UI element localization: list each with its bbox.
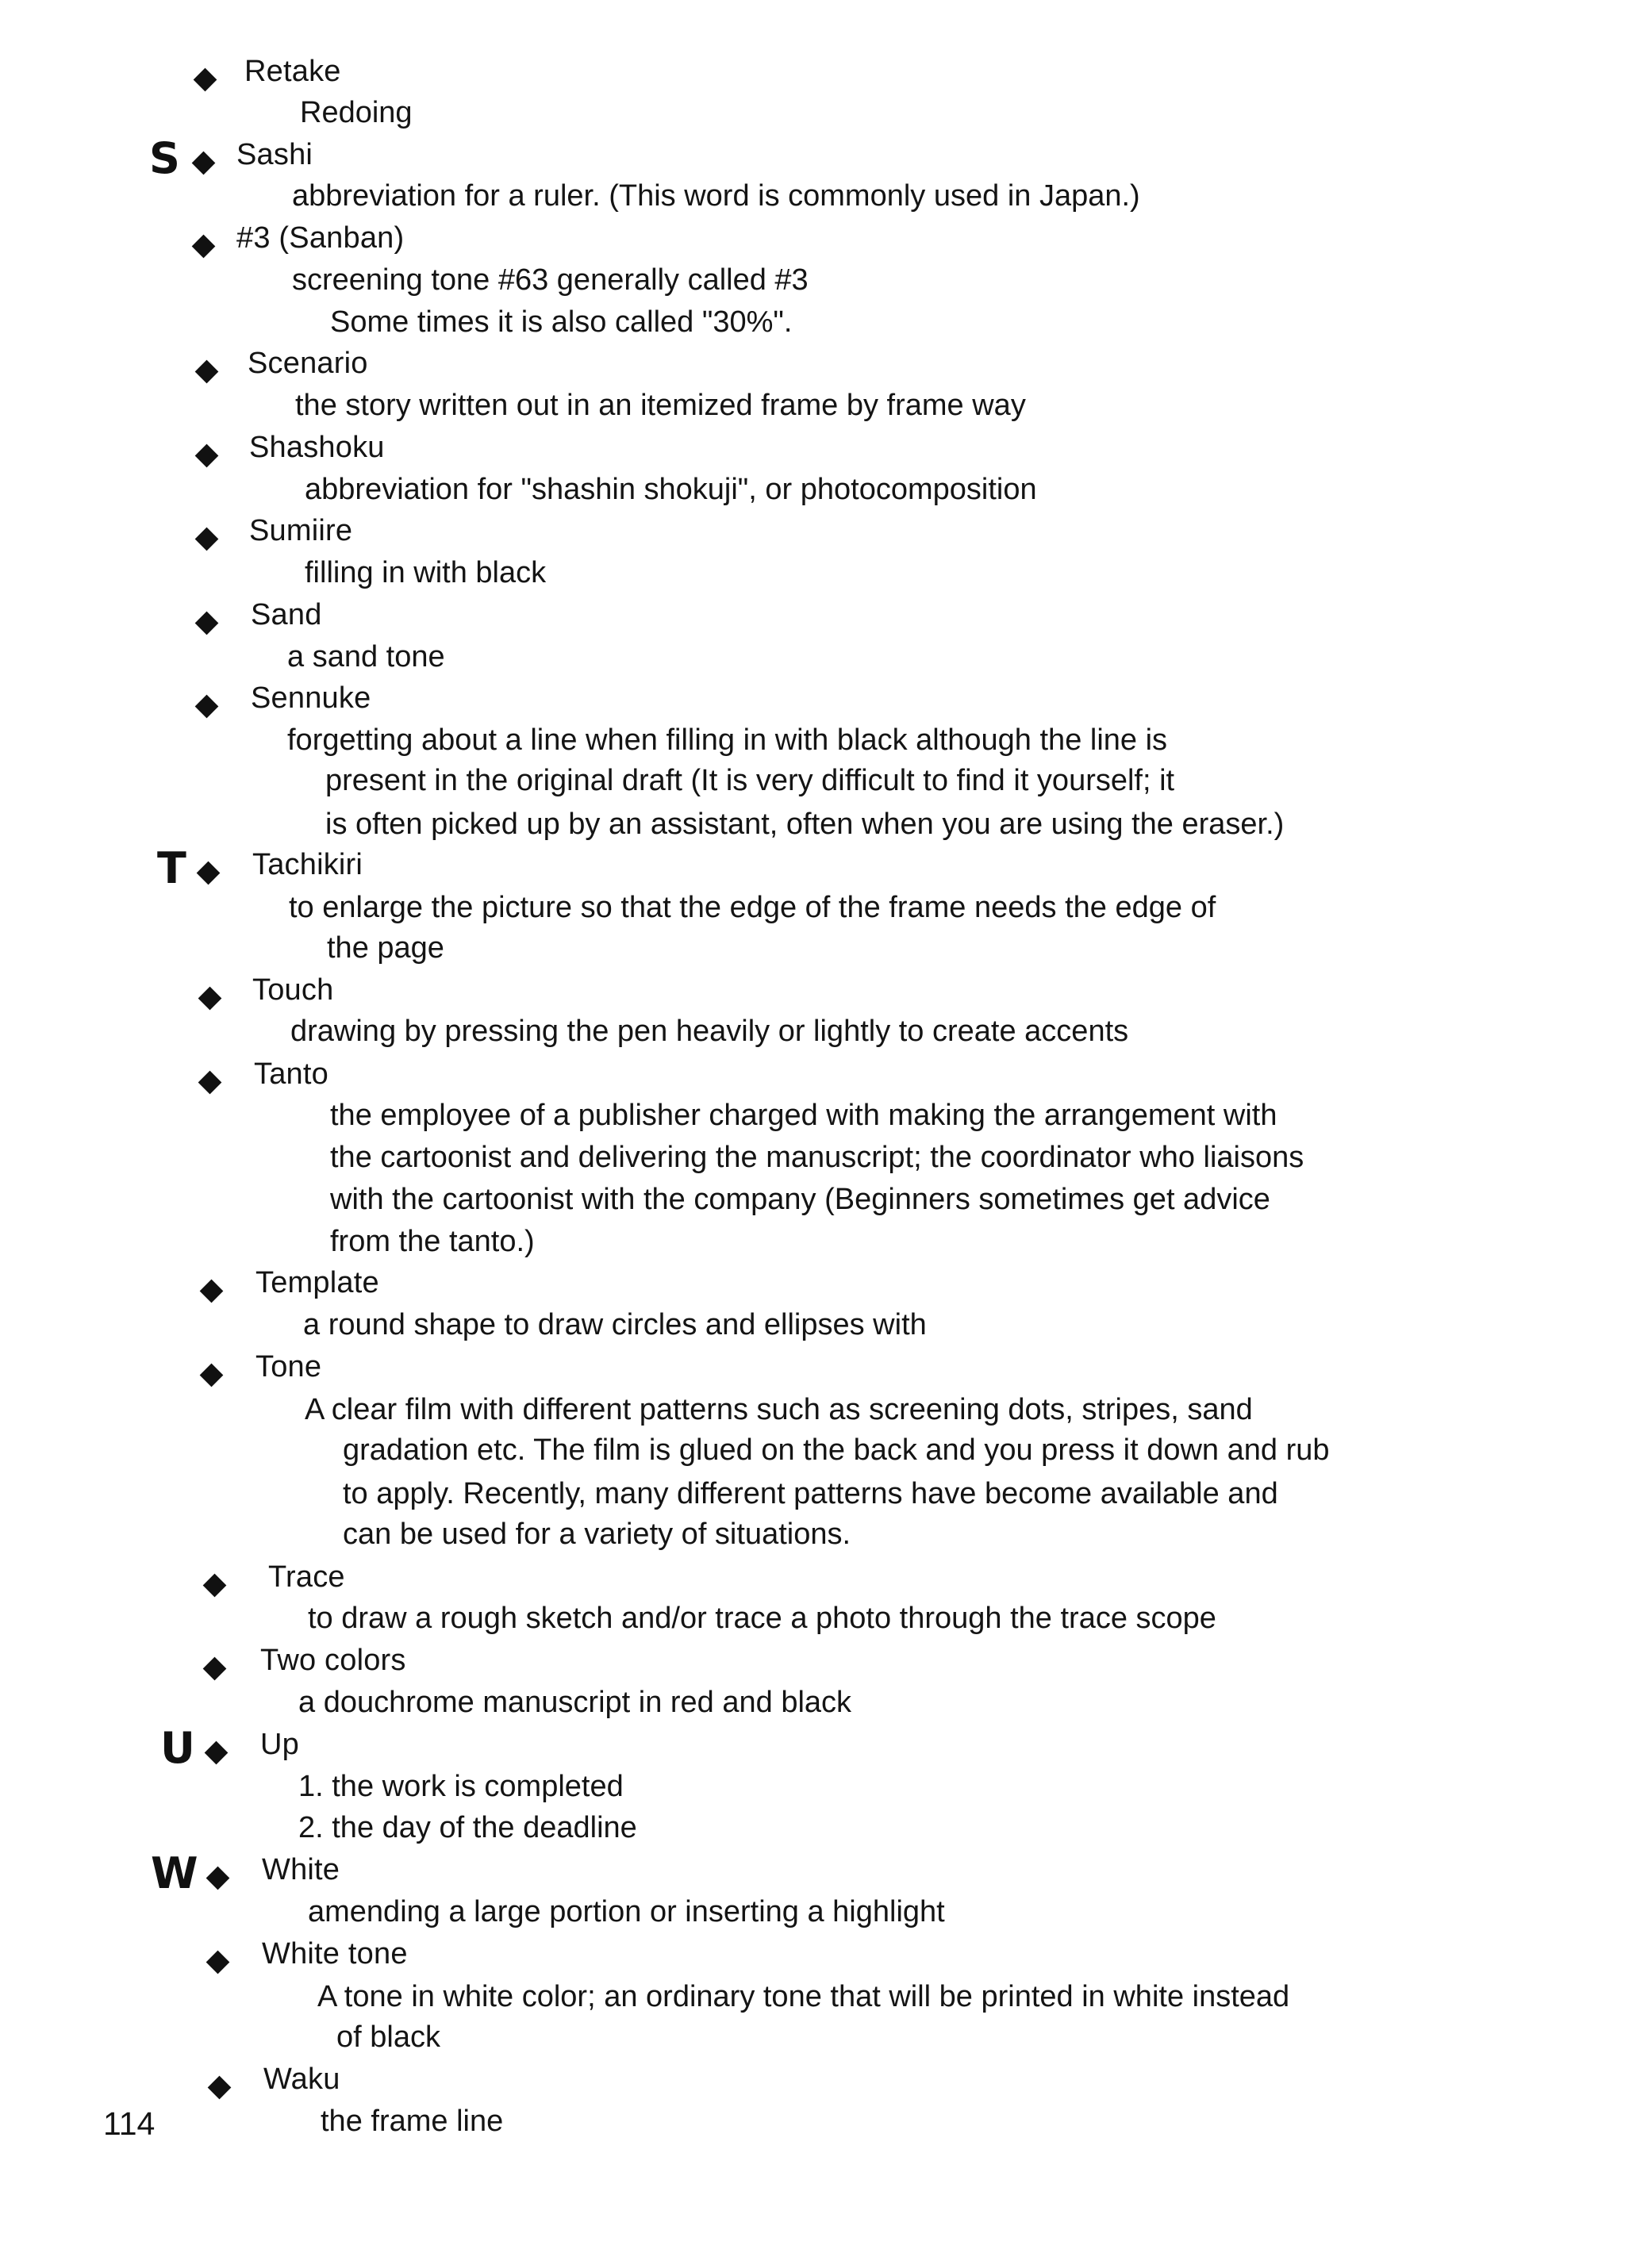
diamond-bullet-icon	[197, 862, 221, 885]
definition-text: amending a large portion or inserting a highlight	[308, 1895, 945, 1928]
definition-text: a douchrome manuscript in red and black	[298, 1686, 852, 1719]
diamond-bullet-icon	[192, 235, 216, 259]
definition-text: A clear film with different patterns such as screening dots, stripes, sand	[305, 1393, 1253, 1426]
definition-text: a round shape to draw circles and ellipses with	[303, 1308, 927, 1341]
definition-line	[0, 1895, 1625, 1928]
definition-text: the page	[327, 931, 444, 965]
definition-line	[0, 723, 1625, 757]
page-number: 114	[103, 2105, 156, 2142]
definition-text: 1. the work is completed	[298, 1770, 624, 1803]
definition-line	[0, 931, 1625, 965]
diamond-bullet-icon	[192, 152, 216, 175]
term: Touch	[252, 973, 334, 1007]
definition-text: Some times it is also called "30%".	[330, 305, 793, 339]
definition-line	[0, 1225, 1625, 1258]
definition-text: is often picked up by an assistant, often when you are using the eraser.)	[325, 808, 1285, 841]
term: Tachikiri	[252, 848, 363, 881]
definition-line	[0, 1770, 1625, 1803]
term: Two colors	[260, 1644, 406, 1677]
diamond-bullet-icon	[206, 1867, 230, 1890]
definition-text: a sand tone	[287, 640, 445, 673]
section-letter-s: S	[149, 133, 180, 183]
glossary-entry-touch	[0, 973, 1625, 1007]
definition-line	[0, 179, 1625, 213]
diamond-bullet-icon	[200, 1364, 224, 1387]
definition-line	[0, 556, 1625, 589]
definition-line	[0, 1308, 1625, 1341]
glossary-entry-up	[0, 1723, 1625, 1773]
definition-text: to enlarge the picture so that the edge of the frame needs the edge of	[289, 891, 1216, 924]
diamond-bullet-icon	[195, 528, 219, 551]
term: Waku	[263, 2063, 340, 2096]
section-letter-w: W	[151, 1848, 198, 1898]
definition-text: gradation etc. The film is glued on the back and you press it down and rub	[343, 1433, 1330, 1467]
definition-line	[0, 764, 1625, 797]
diamond-bullet-icon	[195, 612, 219, 635]
glossary-entry-sashi	[0, 133, 1625, 183]
glossary-entry-tachikiri	[0, 843, 1625, 893]
term: Shashoku	[249, 431, 385, 464]
diamond-bullet-icon	[200, 1280, 224, 1303]
definition-text: abbreviation for "shashin shokuji", or photocomposition	[305, 473, 1037, 506]
term: Sennuke	[251, 681, 371, 715]
definition-line	[0, 1518, 1625, 1551]
glossary-entry-white-tone	[0, 1937, 1625, 1971]
definition-text: of black	[336, 2020, 440, 2054]
term: Template	[255, 1266, 379, 1299]
definition-text: from the tanto.)	[330, 1225, 535, 1258]
glossary-entry-white	[0, 1848, 1625, 1898]
section-letter-u: U	[160, 1723, 195, 1773]
definition-line	[0, 891, 1625, 924]
section-letter-t: T	[157, 843, 186, 893]
diamond-bullet-icon	[194, 68, 217, 92]
diamond-bullet-icon	[195, 444, 219, 468]
definition-line	[0, 263, 1625, 297]
term: Trace	[268, 1560, 345, 1594]
definition-text: Redoing	[300, 96, 413, 129]
definition-line	[0, 1183, 1625, 1216]
glossary-entry-sennuke	[0, 681, 1625, 715]
definition-text: 2. the day of the deadline	[298, 1811, 637, 1844]
term: Tanto	[254, 1057, 328, 1091]
definition-text: the cartoonist and delivering the manuscript; the coordinator who liaisons	[330, 1141, 1304, 1174]
glossary-entry-tanto	[0, 1057, 1625, 1091]
glossary-entry-template	[0, 1266, 1625, 1299]
diamond-bullet-icon	[208, 2076, 232, 2100]
term: Sumiire	[249, 514, 353, 547]
term: White tone	[262, 1937, 408, 1971]
diamond-bullet-icon	[203, 1574, 227, 1598]
term: Scenario	[248, 347, 368, 380]
definition-line	[0, 96, 1625, 129]
definition-text: the story written out in an itemized frame by frame way	[295, 389, 1026, 422]
definition-line	[0, 1433, 1625, 1467]
diamond-bullet-icon	[198, 1071, 222, 1095]
definition-text: can be used for a variety of situations.	[343, 1518, 851, 1551]
definition-text: abbreviation for a ruler. (This word is commonly used in Japan.)	[292, 179, 1140, 213]
diamond-bullet-icon	[198, 987, 222, 1011]
diamond-bullet-icon	[195, 695, 219, 719]
glossary-entry-sanban	[0, 221, 1625, 255]
term: White	[262, 1853, 340, 1886]
diamond-bullet-icon	[205, 1741, 229, 1765]
definition-text: forgetting about a line when filling in with black although the line is	[287, 723, 1168, 757]
diamond-bullet-icon	[195, 360, 219, 384]
diamond-bullet-icon	[206, 1951, 230, 1974]
term: #3 (Sanban)	[236, 221, 405, 255]
definition-line	[0, 473, 1625, 506]
definition-text: to draw a rough sketch and/or trace a photo through the trace scope	[308, 1602, 1216, 1635]
definition-line	[0, 305, 1625, 339]
definition-text: filling in with black	[305, 556, 547, 589]
definition-text: with the cartoonist with the company (Beginners sometimes get advice	[330, 1183, 1270, 1216]
term: Sashi	[236, 138, 313, 171]
glossary-entry-sumiire	[0, 514, 1625, 547]
definition-text: the employee of a publisher charged with making the arrangement with	[330, 1099, 1277, 1132]
glossary-entry-waku	[0, 2063, 1625, 2096]
definition-text: the frame line	[321, 2105, 504, 2138]
term: Retake	[244, 55, 341, 88]
term: Sand	[251, 598, 322, 631]
diamond-bullet-icon	[203, 1657, 227, 1681]
definition-text: drawing by pressing the pen heavily or lightly to create accents	[290, 1015, 1129, 1048]
definition-text: screening tone #63 generally called #3	[292, 263, 809, 297]
definition-line	[0, 1477, 1625, 1510]
definition-text: A tone in white color; an ordinary tone that will be printed in white instead	[317, 1980, 1290, 2013]
term: Tone	[255, 1350, 322, 1383]
glossary-entry-tone	[0, 1350, 1625, 1383]
definition-text: to apply. Recently, many different patterns have become available and	[343, 1477, 1278, 1510]
definition-line	[0, 1980, 1625, 2013]
definition-text: present in the original draft (It is very difficult to find it yourself; it	[325, 764, 1175, 797]
definition-line	[0, 1393, 1625, 1426]
glossary-entry-sand	[0, 598, 1625, 631]
definition-line	[0, 640, 1625, 673]
definition-line	[0, 1811, 1625, 1844]
term: Up	[260, 1728, 299, 1761]
definition-line	[0, 2020, 1625, 2054]
glossary-entry-trace	[0, 1560, 1625, 1594]
